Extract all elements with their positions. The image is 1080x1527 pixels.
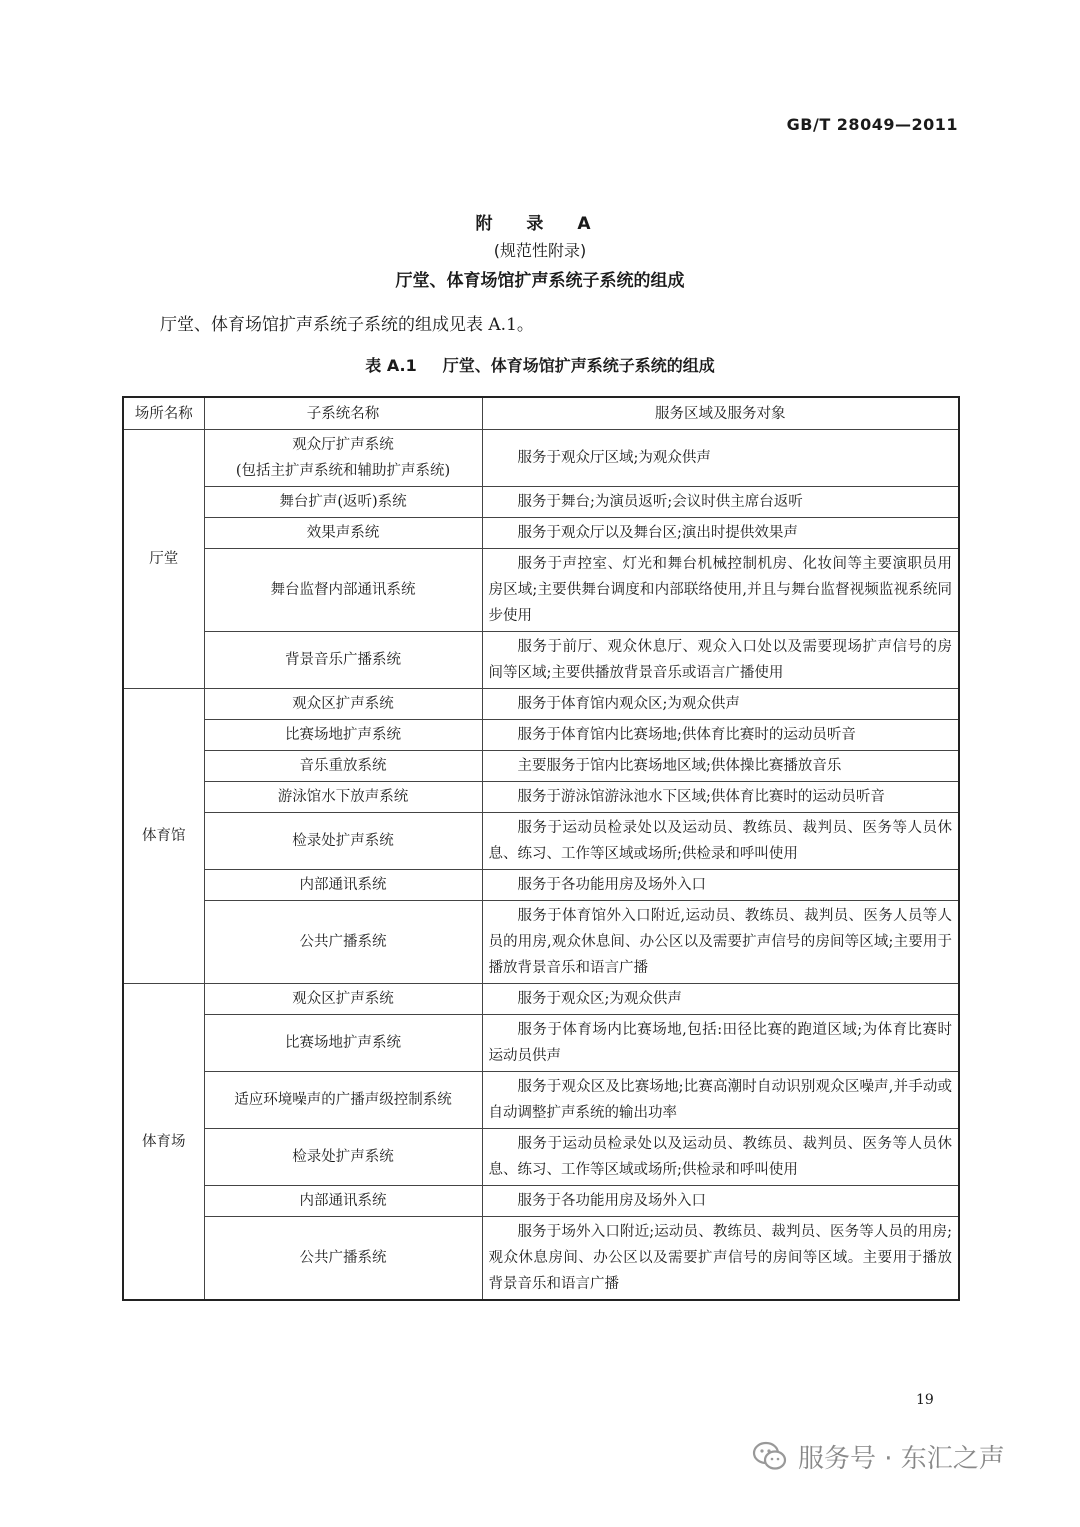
service-cell: 服务于游泳馆游泳池水下区域;供体育比赛时的运动员听音 xyxy=(482,782,959,813)
table-row xyxy=(123,632,959,689)
table-row xyxy=(123,901,959,984)
table-row xyxy=(123,720,959,751)
service-cell: 服务于运动员检录处以及运动员、教练员、裁判员、医务等人员休息、练习、工作等区域或场所;供检录和呼叫使用 xyxy=(482,1129,959,1186)
standard-code: GB/T 28049—2011 xyxy=(786,115,958,134)
subsystem-table xyxy=(122,396,960,1301)
service-cell: 服务于观众区及比赛场地;比赛高潮时自动识别观众区噪声,并手动或自动调整扩声系统的输出功率 xyxy=(482,1072,959,1129)
table-row xyxy=(123,487,959,518)
subsystem-cell: 效果声系统 xyxy=(204,518,482,549)
service-cell: 服务于体育场内比赛场地,包括:田径比赛的跑道区域;为体育比赛时运动员供声 xyxy=(482,1015,959,1072)
header-subsystem: 子系统名称 xyxy=(204,397,482,430)
table-row xyxy=(123,518,959,549)
table-caption xyxy=(0,353,1080,376)
wechat-icon xyxy=(752,1440,788,1472)
table-row xyxy=(123,984,959,1015)
subsystem-cell xyxy=(204,430,482,487)
service-cell: 服务于体育馆内观众区;为观众供声 xyxy=(482,689,959,720)
service-cell: 服务于运动员检录处以及运动员、教练员、裁判员、医务等人员休息、练习、工作等区域或场所;供检录和呼叫使用 xyxy=(482,813,959,870)
subsystem-cell: 内部通讯系统 xyxy=(204,870,482,901)
header-service: 服务区域及服务对象 xyxy=(482,397,959,430)
table-row xyxy=(123,1015,959,1072)
subsystem-cell: 游泳馆水下放声系统 xyxy=(204,782,482,813)
service-cell: 服务于体育馆外入口附近,运动员、教练员、裁判员、医务人员等人员的用房,观众休息间、办公区以及需要扩声信号的房间等区域;主要用于播放背景音乐和语言广播 xyxy=(482,901,959,984)
annex-title: 厅堂、体育场馆扩声系统子系统的组成 xyxy=(395,271,685,291)
subsystem-name: 观众厅扩声系统 xyxy=(292,437,394,453)
subsystem-cell: 音乐重放系统 xyxy=(204,751,482,782)
table-row xyxy=(123,689,959,720)
venue-cell: 体育场 xyxy=(123,984,204,1301)
subsystem-cell: 公共广播系统 xyxy=(204,1217,482,1301)
subsystem-cell: 检录处扩声系统 xyxy=(204,1129,482,1186)
subsystem-cell: 舞台监督内部通讯系统 xyxy=(204,549,482,632)
service-cell: 主要服务于馆内比赛场地区域;供体操比赛播放音乐 xyxy=(482,751,959,782)
table-caption-number: 表 A.1 xyxy=(365,356,417,375)
table-row xyxy=(123,1186,959,1217)
subsystem-cell: 比赛场地扩声系统 xyxy=(204,720,482,751)
service-cell: 服务于各功能用房及场外入口 xyxy=(482,1186,959,1217)
table-row xyxy=(123,1129,959,1186)
service-cell: 服务于体育馆内比赛场地;供体育比赛时的运动员听音 xyxy=(482,720,959,751)
watermark-text: 服务号 · 东汇之声 xyxy=(798,1443,1005,1474)
subsystem-cell: 观众区扩声系统 xyxy=(204,984,482,1015)
table-row xyxy=(123,1072,959,1129)
service-cell: 服务于观众厅以及舞台区;演出时提供效果声 xyxy=(482,518,959,549)
venue-cell: 厅堂 xyxy=(123,430,204,689)
subsystem-note: (包括主扩声系统和辅助扩声系统) xyxy=(235,463,451,479)
service-cell: 服务于观众区;为观众供声 xyxy=(482,984,959,1015)
table-row xyxy=(123,549,959,632)
subsystem-cell: 内部通讯系统 xyxy=(204,1186,482,1217)
table-row xyxy=(123,870,959,901)
table-header-row xyxy=(123,397,959,430)
table-row xyxy=(123,1217,959,1301)
intro-paragraph: 厅堂、体育场馆扩声系统子系统的组成见表 A.1。 xyxy=(160,315,534,335)
table-row xyxy=(123,813,959,870)
table-row xyxy=(123,751,959,782)
header-venue: 场所名称 xyxy=(123,397,204,430)
service-cell: 服务于声控室、灯光和舞台机械控制机房、化妆间等主要演职员用房区域;主要供舞台调度和内部联络使用,并且与舞台监督视频监视系统同步使用 xyxy=(482,549,959,632)
subsystem-cell: 适应环境噪声的广播声级控制系统 xyxy=(204,1072,482,1129)
table-row xyxy=(123,782,959,813)
subsystem-cell: 舞台扩声(返听)系统 xyxy=(204,487,482,518)
service-cell: 服务于各功能用房及场外入口 xyxy=(482,870,959,901)
service-cell: 服务于场外入口附近;运动员、教练员、裁判员、医务等人员的用房;观众休息房间、办公区以及需要扩声信号的房间等区域。主要用于播放背景音乐和语言广播 xyxy=(482,1217,959,1301)
service-cell: 服务于舞台;为演员返听;会议时供主席台返听 xyxy=(482,487,959,518)
subsystem-cell: 背景音乐广播系统 xyxy=(204,632,482,689)
subsystem-cell: 比赛场地扩声系统 xyxy=(204,1015,482,1072)
annex-label: 附 录 A xyxy=(475,214,605,234)
annex-type: (规范性附录) xyxy=(493,241,587,260)
subsystem-cell: 公共广播系统 xyxy=(204,901,482,984)
page-number: 19 xyxy=(916,1392,934,1408)
subsystem-cell: 观众区扩声系统 xyxy=(204,689,482,720)
venue-cell: 体育馆 xyxy=(123,689,204,984)
table-caption-title: 厅堂、体育场馆扩声系统子系统的组成 xyxy=(442,356,715,375)
service-cell: 服务于前厅、观众休息厅、观众入口处以及需要现场扩声信号的房间等区域;主要供播放背景音乐或语言广播使用 xyxy=(482,632,959,689)
subsystem-cell: 检录处扩声系统 xyxy=(204,813,482,870)
watermark xyxy=(752,1432,1005,1480)
table-row xyxy=(123,430,959,487)
service-cell: 服务于观众厅区域;为观众供声 xyxy=(482,430,959,487)
